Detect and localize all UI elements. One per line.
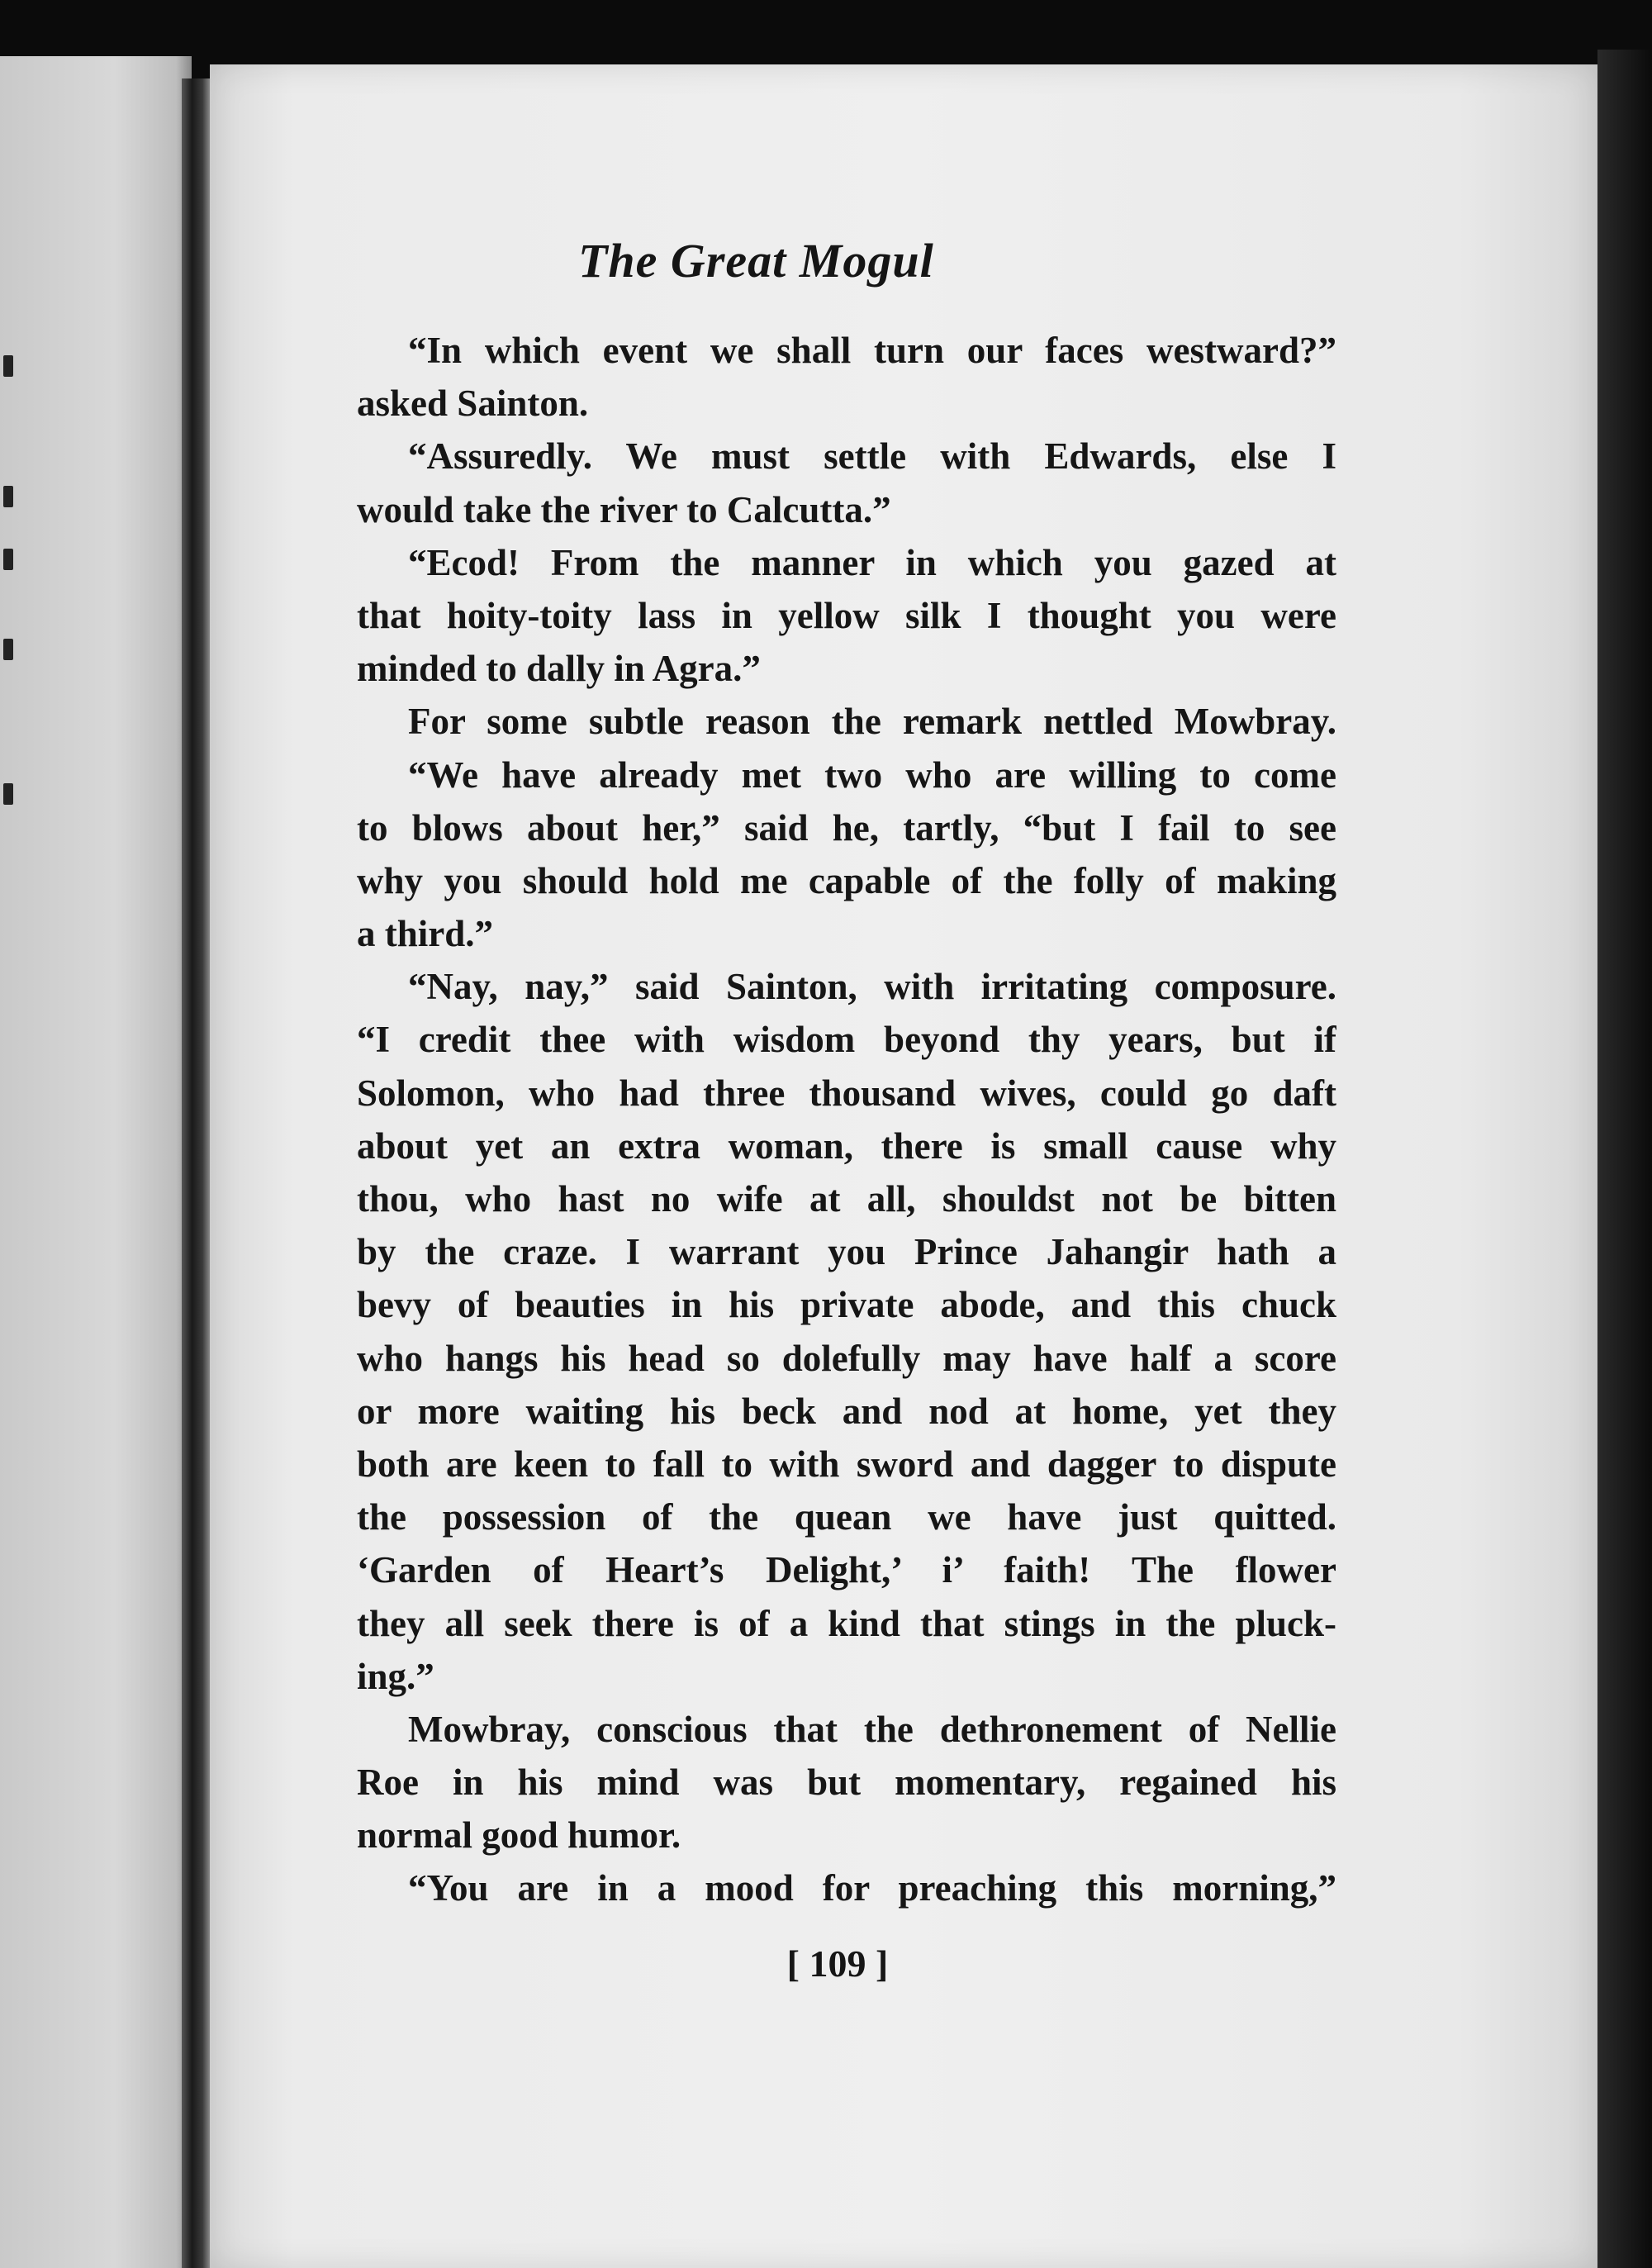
text-line: For some subtle reason the remark nettled Mowbray. <box>408 701 1336 743</box>
body-text <box>357 324 1336 1915</box>
text-line: “I credit thee with wisdom beyond thy years, but if <box>357 1019 1336 1061</box>
text-line: “Ecod! From the manner in which you gazed at <box>408 541 1336 583</box>
left-page-edge <box>0 56 192 2268</box>
text-line: who hangs his head so dolefully may have half a score <box>357 1337 1336 1379</box>
text-line: “Nay, nay,” said Sainton, with irritating composure. <box>408 966 1336 1008</box>
scan-artifact <box>3 355 13 377</box>
text-line: “We have already met two who are willing to come <box>408 754 1336 796</box>
text-line: or more waiting his beck and nod at home, yet they <box>357 1390 1336 1432</box>
text-line: a third.” <box>357 913 494 955</box>
scan-artifact <box>3 486 13 507</box>
scan-artifact <box>3 783 13 805</box>
text-line: Solomon, who had three thousand wives, could go daft <box>357 1072 1336 1114</box>
scan-artifact <box>3 549 13 570</box>
text-line: minded to dally in Agra.” <box>357 648 761 690</box>
book-gutter <box>182 78 211 2268</box>
text-line: about yet an extra woman, there is small cause why <box>357 1124 1336 1167</box>
text-line: to blows about her,” said he, tartly, “but I fail to see <box>357 806 1336 849</box>
text-line: the possession of the quean we have just quitted. <box>357 1496 1336 1538</box>
text-line: ing.” <box>357 1655 434 1697</box>
text-line: “You are in a mood for preaching this morning,” <box>408 1867 1336 1909</box>
text-line: why you should hold me capable of the folly of making <box>357 859 1336 901</box>
running-head: The Great Mogul <box>578 234 934 288</box>
text-line: by the craze. I warrant you Prince Jahangir hath a <box>357 1231 1336 1273</box>
text-line: Roe in his mind was but momentary, regained his <box>357 1762 1336 1804</box>
text-line: “Assuredly. We must settle with Edwards, else I <box>408 435 1336 478</box>
text-line: would take the river to Calcutta.” <box>357 488 891 530</box>
text-line: thou, who hast no wife at all, shouldst not be bitten <box>357 1178 1336 1220</box>
text-line: bevy of beauties in his private abode, and this chuck <box>357 1284 1336 1326</box>
text-line: normal good humor. <box>357 1814 681 1857</box>
text-line: both are keen to fall to with sword and dagger to dispute <box>357 1443 1336 1485</box>
text-line: Mowbray, conscious that the dethronement of Nellie <box>408 1708 1336 1750</box>
page-number: [ 109 ] <box>786 1942 889 1985</box>
right-margin-dark <box>1597 50 1652 2268</box>
text-line: “In which event we shall turn our faces westward?” <box>408 330 1336 371</box>
text-line: ‘Garden of Heart’s Delight,’ i’ faith! The flower <box>357 1549 1336 1591</box>
text-line: that hoity-toity lass in yellow silk I thought you were <box>357 594 1336 636</box>
text-line: they all seek there is of a kind that stings in the pluck- <box>357 1602 1336 1644</box>
text-line: asked Sainton. <box>357 383 589 425</box>
scan-artifact <box>3 639 13 660</box>
